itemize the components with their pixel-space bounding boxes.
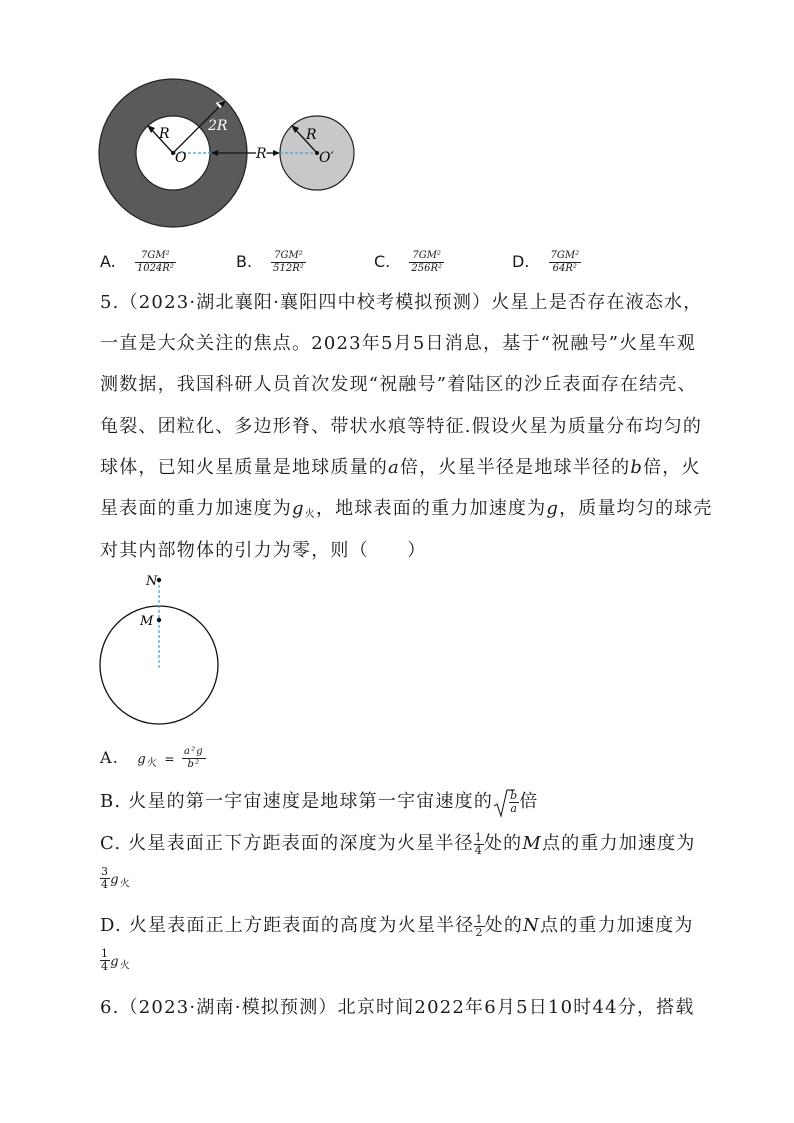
sqrt-b-over-a: $\frac{b}{a}$ <box>493 790 519 815</box>
q5-option-a[interactable]: A. $g_火$ = $\frac{\text{a²g}}{\text{b²}}$ <box>100 746 204 770</box>
mars-points-figure <box>95 570 225 730</box>
q5-stem-line-2: 一直是大众关注的焦点。2023年5月5日消息，基于“祝融号”火星车观 <box>100 333 696 354</box>
q5-stem-line-5: 球体，已知火星质量是地球质量的a倍，火星半径是地球半径的b倍，火 <box>100 457 701 478</box>
label-O-prime: O′ <box>319 150 334 166</box>
label-R-inner: R <box>159 126 170 142</box>
q5-stem-line-3: 测数据，我国科研人员首次发现“祝融号”着陆区的沙丘表面存在结壳、 <box>100 374 697 395</box>
label-O: O <box>175 150 187 166</box>
shell-and-sphere-figure <box>95 78 365 233</box>
point-N <box>157 578 161 582</box>
q5-option-d-value: $\frac{1}{4}$ $g_火$ <box>101 947 131 973</box>
q5-stem-line-4: 龟裂、团粒化、多边形脊、带状水痕等特征.假设火星为质量分布均匀的 <box>100 416 703 437</box>
q5-option-d[interactable]: D. 火星表面正上方距表面的高度为火星半径 $\frac{1}{2}$ 处的N点的重力加速度为 <box>100 912 694 939</box>
q5-stem-line-1: 5.（2023·湖北襄阳·襄阳四中校考模拟预测）火星上是否存在液态水， <box>100 292 703 313</box>
q4-option-c[interactable]: C. $\frac{\text{7GM²}}{\text{256R²}}$ <box>374 250 442 274</box>
q4-option-a[interactable]: A. $\frac{\text{7GM²}}{\text{1024R²}}$ <box>100 250 174 274</box>
q4-option-d[interactable]: D. $\frac{\text{7GM²}}{\text{64R²}}$ <box>512 250 580 274</box>
point-M <box>157 618 161 622</box>
label-N: N <box>146 574 158 589</box>
q5-option-c-value: $\frac{3}{4}$ $g_火$ <box>101 865 131 891</box>
q5-option-c[interactable]: C. 火星表面正下方距表面的深度为火星半径 $\frac{1}{4}$ 处的M点的重力加速度为 <box>100 830 696 857</box>
q5-option-b[interactable]: B. 火星的第一宇宙速度是地球第一宇宙速度的 $\frac{b}{a}$ 倍 <box>100 788 539 815</box>
label-R-small: R <box>306 127 317 143</box>
label-R-gap: R <box>256 146 267 162</box>
label-2R: 2R <box>208 118 228 134</box>
q6-stem-line-1: 6.（2023·湖南·模拟预测）北京时间2022年6月5日10时44分，搭载 <box>100 997 695 1018</box>
q5-stem-line-6: 星表面的重力加速度为$g_火$，地球表面的重力加速度为g，质量均匀的球壳 <box>100 498 713 520</box>
q5-stem-line-7: 对其内部物体的引力为零，则（ ） <box>100 540 427 561</box>
q4-option-b[interactable]: B. $\frac{\text{7GM²}}{\text{512R²}}$ <box>236 250 304 274</box>
label-M: M <box>140 614 154 629</box>
